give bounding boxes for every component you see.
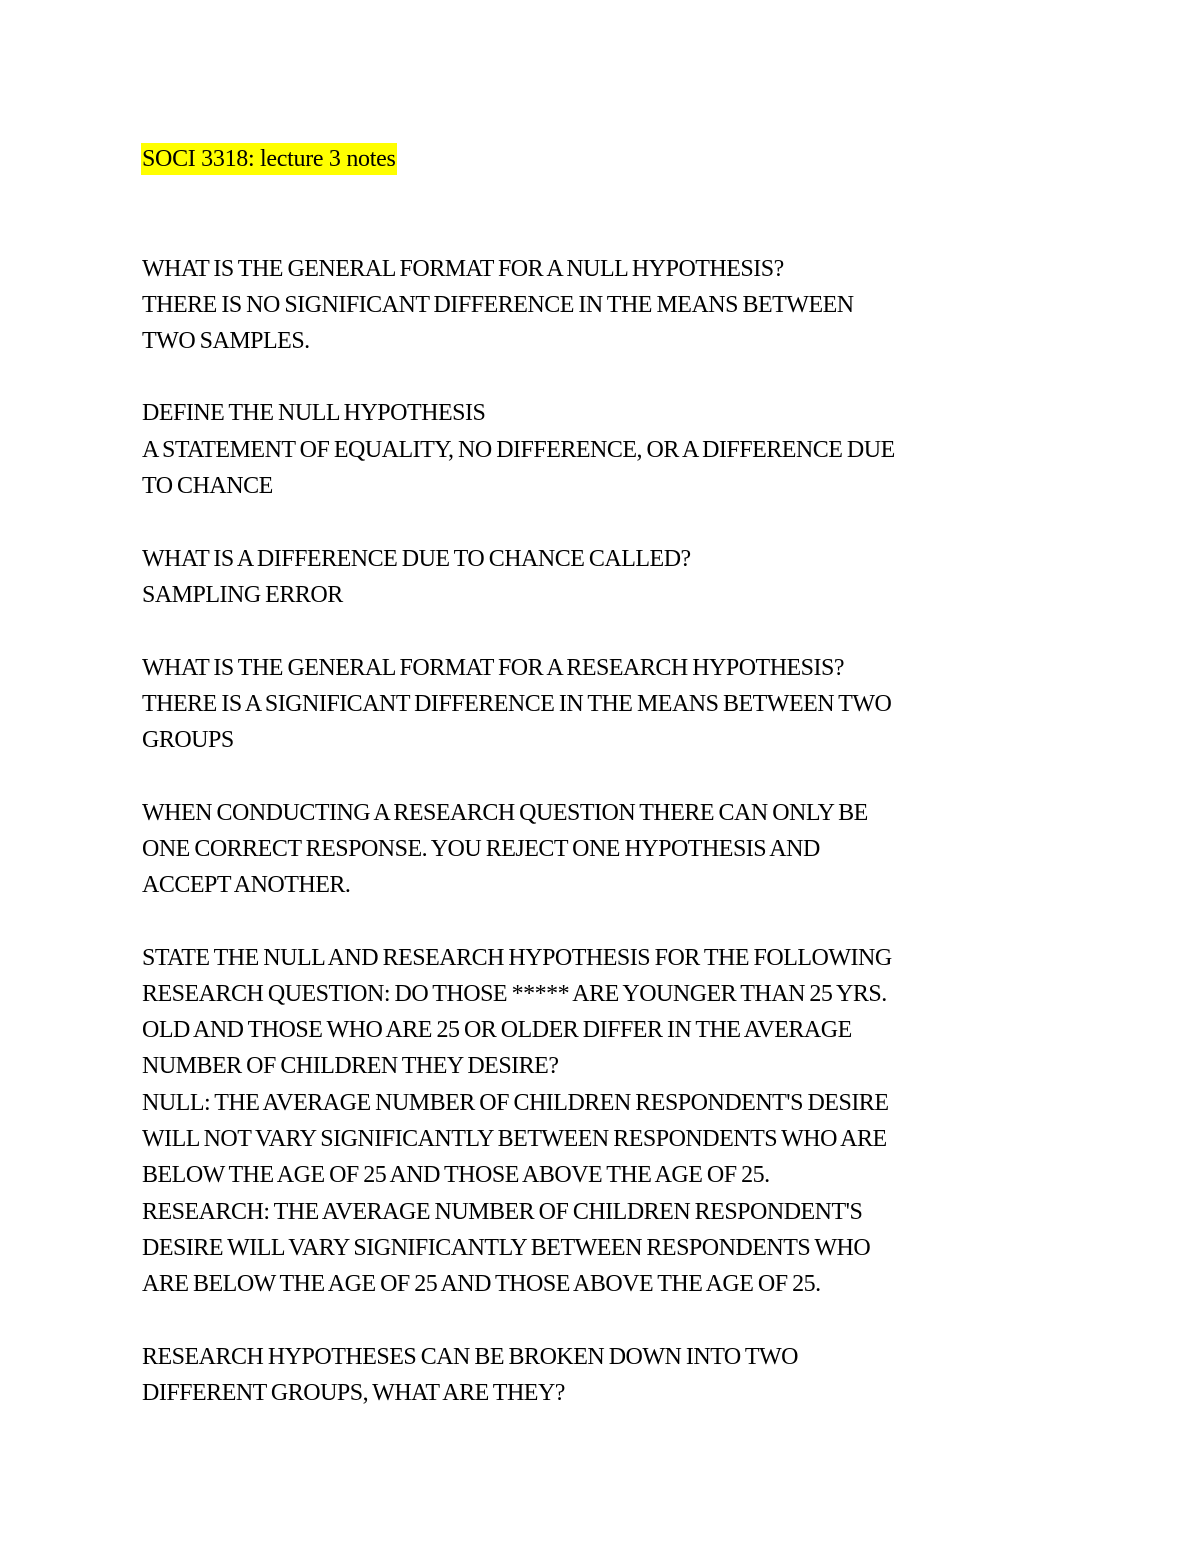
question-text: NUMBER OF CHILDREN THEY DESIRE? <box>142 1053 559 1079</box>
answer-text: THERE IS NO SIGNIFICANT DIFFERENCE IN THE MEANS BETWEEN <box>142 292 854 318</box>
document-title: SOCI 3318: lecture 3 notes <box>141 143 397 175</box>
answer-text: TO CHANCE <box>142 473 273 499</box>
answer-text: THERE IS A SIGNIFICANT DIFFERENCE IN THE MEANS BETWEEN TWO <box>142 691 892 717</box>
note-text: WHEN CONDUCTING A RESEARCH QUESTION THERE CAN ONLY BE <box>142 800 868 826</box>
question-text: RESEARCH HYPOTHESES CAN BE BROKEN DOWN INTO TWO <box>142 1344 798 1370</box>
question-text: DIFFERENT GROUPS, WHAT ARE THEY? <box>142 1380 565 1406</box>
question-text: RESEARCH QUESTION: DO THOSE ***** ARE YOUNGER THAN 25 YRS. <box>142 981 887 1007</box>
null-answer-text: NULL: THE AVERAGE NUMBER OF CHILDREN RESPONDENT'S DESIRE <box>142 1090 889 1116</box>
answer-text: SAMPLING ERROR <box>142 582 343 608</box>
answer-text: GROUPS <box>142 727 234 753</box>
question-text: WHAT IS THE GENERAL FORMAT FOR A RESEARCH HYPOTHESIS? <box>142 655 845 681</box>
note-text: ONE CORRECT RESPONSE. YOU REJECT ONE HYPOTHESIS AND <box>142 836 820 862</box>
answer-text: A STATEMENT OF EQUALITY, NO DIFFERENCE, OR A DIFFERENCE DUE <box>142 437 895 463</box>
research-answer-text: RESEARCH: THE AVERAGE NUMBER OF CHILDREN RESPONDENT'S <box>142 1199 863 1225</box>
question-text: WHAT IS THE GENERAL FORMAT FOR A NULL HYPOTHESIS? <box>142 256 784 282</box>
research-answer-text: ARE BELOW THE AGE OF 25 AND THOSE ABOVE THE AGE OF 25. <box>142 1271 821 1297</box>
note-text: ACCEPT ANOTHER. <box>142 872 351 898</box>
null-answer-text: WILL NOT VARY SIGNIFICANTLY BETWEEN RESPONDENTS WHO ARE <box>142 1126 887 1152</box>
answer-text: TWO SAMPLES. <box>142 328 310 354</box>
null-answer-text: BELOW THE AGE OF 25 AND THOSE ABOVE THE AGE OF 25. <box>142 1162 770 1188</box>
question-text: OLD AND THOSE WHO ARE 25 OR OLDER DIFFER IN THE AVERAGE <box>142 1017 852 1043</box>
question-text: WHAT IS A DIFFERENCE DUE TO CHANCE CALLED? <box>142 546 691 572</box>
question-text: STATE THE NULL AND RESEARCH HYPOTHESIS FOR THE FOLLOWING <box>142 945 892 971</box>
question-text: DEFINE THE NULL HYPOTHESIS <box>142 400 486 426</box>
research-answer-text: DESIRE WILL VARY SIGNIFICANTLY BETWEEN RESPONDENTS WHO <box>142 1235 871 1261</box>
